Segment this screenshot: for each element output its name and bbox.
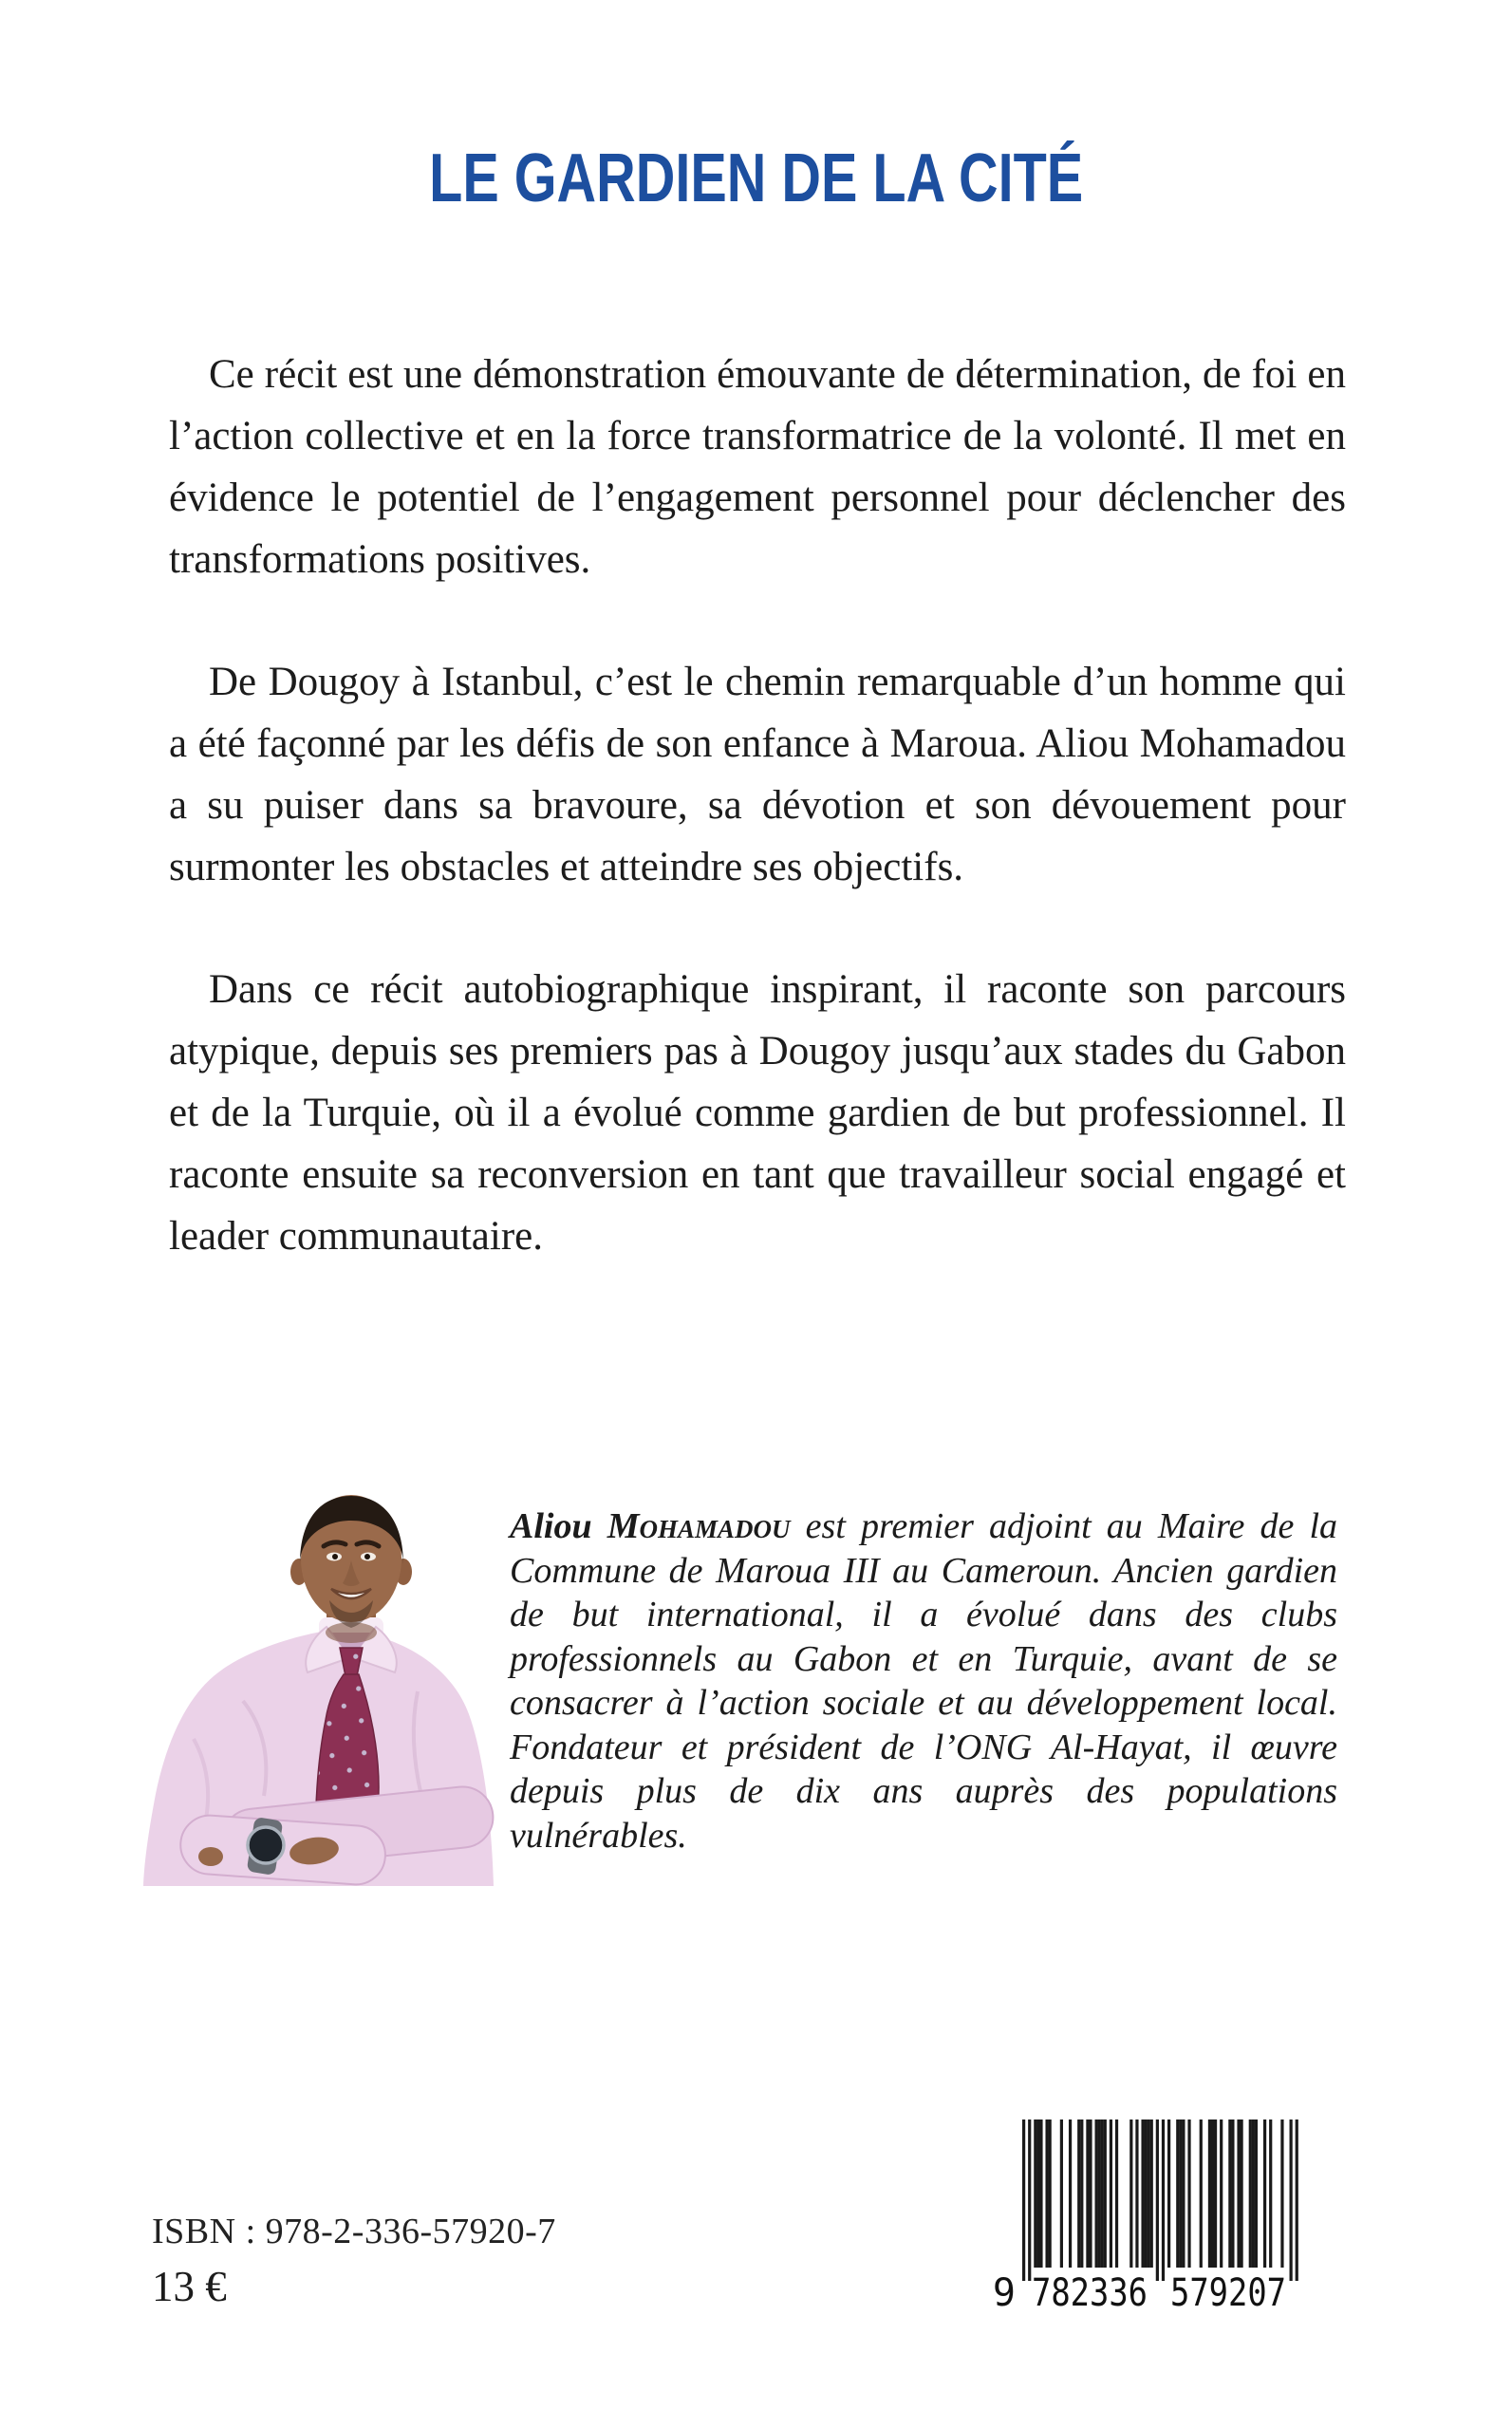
author-photo — [131, 1490, 506, 1886]
book-title-text: LE GARDIEN DE LA CITÉ — [428, 140, 1084, 216]
barcode-digits-mid: 782336 — [1032, 2271, 1148, 2315]
isbn-label: ISBN : 978-2-336-57920-7 — [152, 2212, 556, 2251]
barcode-ean13 — [987, 2120, 1310, 2319]
author-photo-illustration — [131, 1490, 506, 1886]
barcode — [987, 2120, 1310, 2319]
hand-left — [198, 1847, 223, 1866]
author-bio — [510, 1504, 1337, 1858]
barcode-digit-left: 9 — [992, 2271, 1016, 2315]
synopsis — [169, 344, 1346, 1328]
price-label: 13 € — [152, 2263, 227, 2310]
head — [290, 1495, 412, 1643]
synopsis-paragraph-3: Dans ce récit autobiographique inspirant, il raconte son parcours atypique, depuis ses premiers pas à Dougoy jusqu’aux stades du Gabon et de la Turquie, où il a évolué comme gardien de but professionnel. Il raconte ensuite sa reconversion en tant que travailleur social engagé et leader communautaire. — [169, 967, 1346, 1259]
synopsis-paragraph-1: Ce récit est une démonstration émouvante de détermination, de foi en l’action collective et en la force transformatrice de la volonté. Il met en évidence le potentiel de l’engagement personnel pour déclencher des transformations positives. — [169, 352, 1346, 582]
book-title — [0, 142, 1512, 215]
barcode-digits-right: 579207 — [1170, 2271, 1286, 2315]
synopsis-paragraph-2: De Dougoy à Istanbul, c’est le chemin remarquable d’un homme qui a été façonné par les défis de son enfance à Maroua. Aliou Mohamadou a su puiser dans sa bravoure, sa dévotion et son dévouement pour surmonter les obstacles et atteindre ses objectifs. — [169, 660, 1346, 889]
barcode-bars — [1022, 2120, 1298, 2281]
author-bio-text: est premier adjoint au Maire de la Commune de Maroua III au Cameroun. Ancien gardien de but international, il a évolué dans des clubs professionnels au Gabon et en Turquie, avant de se consacrer à l’action sociale et au développement local. Fondateur et président de l’ONG Al-Hayat, il œuvre depuis plus de dix ans auprès des populations vulnérables. — [510, 1506, 1338, 1856]
author-name: Aliou Mohamadou — [510, 1506, 791, 1546]
